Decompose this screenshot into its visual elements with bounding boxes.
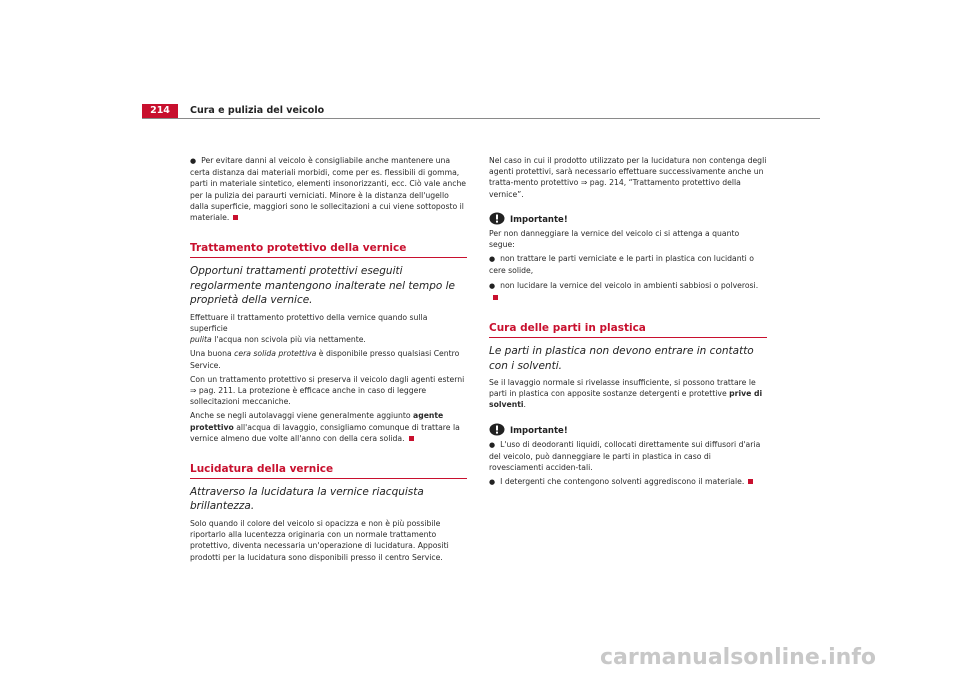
page-number: 214 bbox=[142, 104, 178, 118]
watermark: carmanualsonline.info bbox=[600, 645, 876, 670]
important-box-1 bbox=[489, 212, 767, 225]
protection-paragraph-1: Effettuare il trattamento protettivo della vernice quando sulla superficie pulita l'acqua non scivola più via nettamente. bbox=[190, 312, 428, 345]
important-2-bullet-2: ● I detergenti che contengono solventi aggrediscono il materiale. bbox=[489, 476, 767, 488]
important-label: Importante! bbox=[510, 214, 568, 225]
intro-bullet: ● Per evitare danni al veicolo è consigliabile anche mantenere una certa distanza dai materiali morbidi, come per es. flessibili di gomma, parti in materiale sintetico, elementi insonorizzanti, ecc. Ciò vale anche per la pulizia dei paraurti verniciati. Minore è la distanza dell'ugello dalla superficie, maggiori sono le sollecitazioni a cui viene sottoposto il materiale. bbox=[190, 156, 467, 223]
bullet-icon: ● bbox=[489, 255, 496, 264]
section-intro-protection: Opportuni trattamenti protettivi eseguiti regolarmente mantengono inalterate nel tempo le proprietà della vernice. bbox=[190, 265, 455, 307]
header-divider bbox=[142, 118, 820, 119]
section-title-plastic: Cura delle parti in plastica bbox=[489, 321, 767, 338]
important-label: Importante! bbox=[510, 425, 568, 436]
page-header bbox=[0, 0, 960, 120]
bullet-icon: ● bbox=[489, 440, 496, 449]
right-column bbox=[489, 155, 767, 491]
important-box-2 bbox=[489, 423, 767, 436]
important-2-bullet-1: ● L'uso di deodoranti liquidi, collocati direttamente sui diffusori d'aria del veicolo, può danneggiare le parti in plastica in caso di rovesciamenti acciden-tali. bbox=[489, 439, 761, 473]
section-intro-plastic: Le parti in plastica non devono entrare in contatto con i solventi. bbox=[489, 345, 754, 372]
bullet-icon: ● bbox=[489, 478, 496, 487]
section-title-protection: Trattamento protettivo della vernice bbox=[190, 241, 467, 258]
important-1-intro: Per non danneggiare la vernice del veicolo ci si attenga a quanto segue: bbox=[489, 228, 740, 250]
end-mark-icon bbox=[493, 295, 498, 300]
polish-paragraph-2: Nel caso in cui il prodotto utilizzato per la lucidatura non contenga degli agenti protettivi, sarà necessario effettuare successivamente anche un tratta-mento protettivo ⇒ pag. 214, “Trattamento protettivo della vernice”. bbox=[489, 156, 767, 199]
section-title-polish: Lucidatura della vernice bbox=[190, 462, 467, 479]
protection-paragraph-2: Una buona cera solida protettiva è disponibile presso qualsiasi Centro Service. bbox=[190, 349, 460, 370]
chapter-title: Cura e pulizia del veicolo bbox=[190, 105, 325, 116]
polish-paragraph-1: Solo quando il colore del veicolo si opacizza e non è più possibile riportarlo alla lucentezza originaria con un normale trattamento protettivo, diventa necessaria un'operazione di lucidatura. Appositi prodotti per la lucidatura sono disponibili presso il centro Service. bbox=[190, 518, 449, 562]
bullet-icon: ● bbox=[190, 157, 197, 165]
protection-paragraph-3: Con un trattamento protettivo si preserva il veicolo dagli agenti esterni ⇒ pag. 211. La protezione è efficace anche in caso di leggere sollecitazioni meccaniche. bbox=[190, 374, 465, 407]
plastic-paragraph-1: Se il lavaggio normale si rivelasse insufficiente, si possono trattare le parti in plastica con apposite sostanze detergenti e protettive prive di solventi. bbox=[489, 378, 763, 410]
protection-paragraph-4: Anche se negli autolavaggi viene generalmente aggiunto agente protettivo all'acqua di lavaggio, consigliamo comunque di trattare la vernice almeno due volte all'anno con della cera solida. bbox=[190, 411, 460, 443]
end-mark-icon bbox=[233, 215, 238, 220]
important-1-bullet-1: ● non trattare le parti verniciate e le parti in plastica con lucidanti o cere solide, bbox=[489, 254, 754, 276]
left-column bbox=[190, 155, 467, 566]
warning-icon bbox=[489, 212, 505, 225]
section-intro-polish: Attraverso la lucidatura la vernice riacquista brillantezza. bbox=[190, 485, 424, 513]
bullet-icon: ● bbox=[489, 281, 496, 290]
end-mark-icon bbox=[748, 479, 753, 484]
important-1-bullet-2: ● non lucidare la vernice del veicolo in ambienti sabbiosi o polverosi. bbox=[489, 280, 767, 303]
end-mark-icon bbox=[409, 436, 414, 441]
warning-icon bbox=[489, 423, 505, 436]
